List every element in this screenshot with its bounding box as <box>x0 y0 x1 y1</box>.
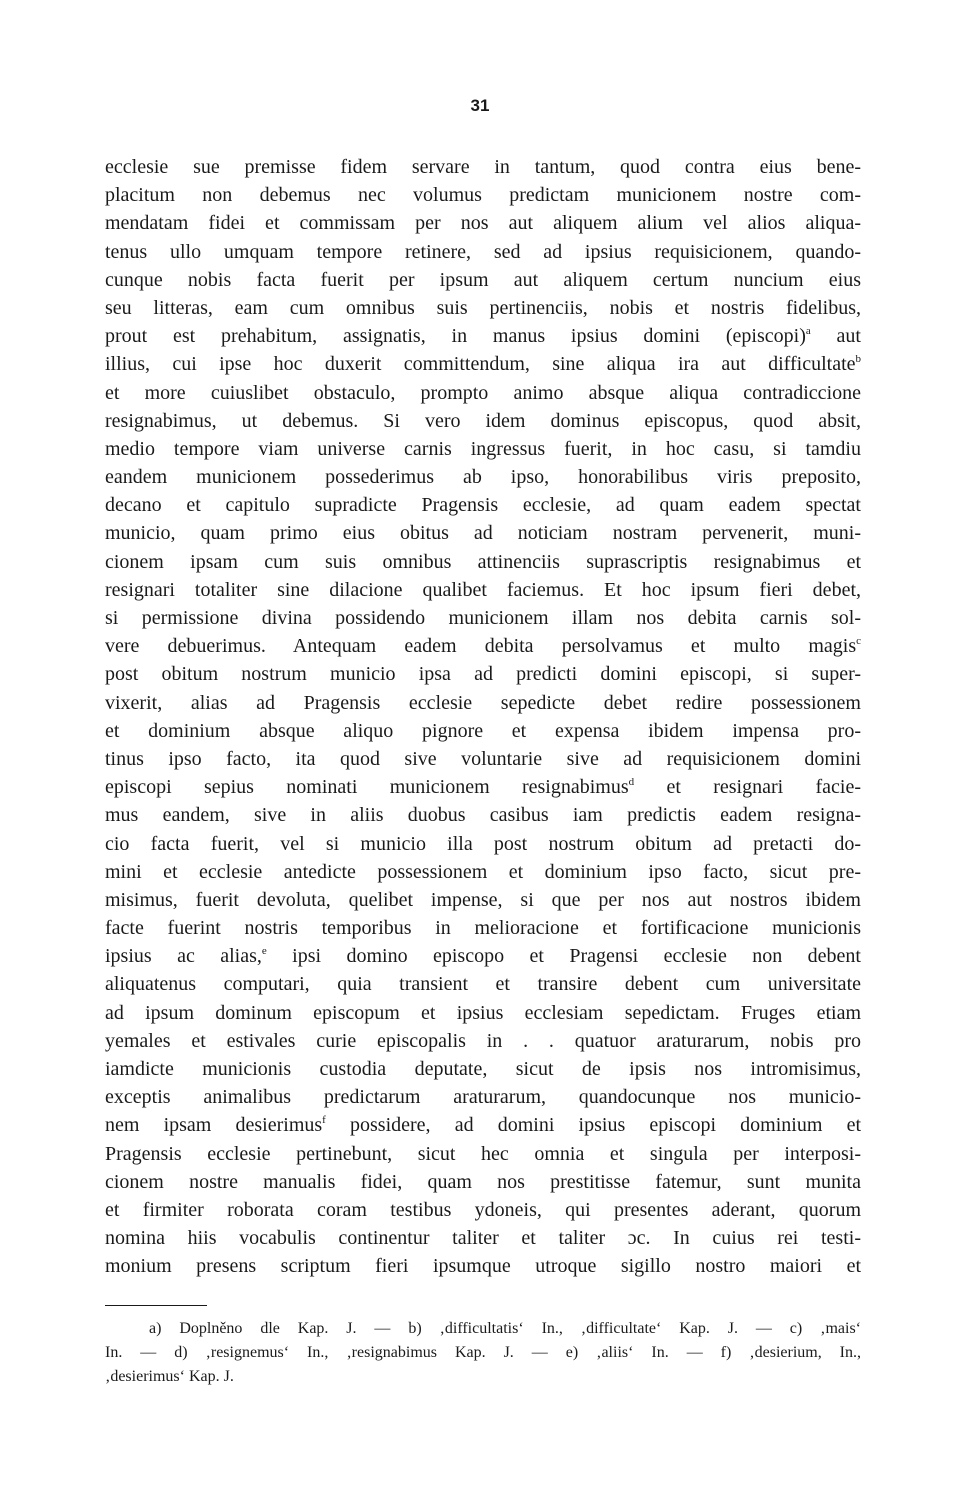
text-line-content: nomina hiis vocabulis continentur taliter et taliter ɔc. In cuius rei testi- <box>105 1227 861 1250</box>
text-line-content: misimus, fuerit devoluta, quelibet impense, si que per nos aut nostros ibidem <box>105 888 861 911</box>
text-line-content: vixerit, alias ad Pragensis ecclesie sepedicte debet redire possessionem <box>105 691 861 714</box>
text-line <box>105 238 861 266</box>
text-line-content: mini et ecclesie antedicte possessionem et dominium ipso facto, sicut pre- <box>105 860 861 883</box>
text-line <box>105 717 861 745</box>
text-line-content: placitum non debemus nec volumus predictam municionem nostre com- <box>105 184 861 207</box>
text-line-content: Pragensis ecclesie pertinebunt, sicut hec omnia et singula per interposi- <box>105 1142 861 1165</box>
text-line-content: post obitum nostrum municio ipsa ad predicti domini episcopi, si super- <box>105 663 861 686</box>
text-line-content: municio, quam primo eius obitus ad noticiam nostram pervenerit, muni- <box>105 522 861 545</box>
text-line-content: mus eandem, sive in aliis duobus casibus iam predictis eadem resigna- <box>105 804 861 827</box>
text-line <box>105 1224 861 1252</box>
text-line <box>105 886 861 914</box>
text-line <box>105 745 861 773</box>
text-line <box>105 914 861 942</box>
text-line <box>105 1083 861 1111</box>
text-line-content: resignabimus, ut debemus. Si vero idem dominus episcopus, quod absit, <box>105 409 861 432</box>
footnotes <box>105 1317 861 1389</box>
text-line <box>105 322 861 350</box>
text-line-content: tinus ipso facto, ita quod sive voluntarie sive ad requisicionem domini <box>105 747 861 770</box>
text-line <box>105 576 861 604</box>
footnote-line: a) Doplněno dle Kap. J. — b) ‚difficultatis‘ In., ‚difficultate‘ Kap. J. — c) ‚mais‘ <box>149 1320 861 1337</box>
text-line <box>105 181 861 209</box>
text-line-content: episcopi sepius nominati municionem resignabimus <box>105 776 629 799</box>
text-line <box>105 1027 861 1055</box>
text-line <box>105 294 861 322</box>
text-line <box>105 548 861 576</box>
text-line <box>105 999 861 1027</box>
text-line-content: prout est prehabitum, assignatis, in manus ipsius domini (episcopi) <box>105 325 806 348</box>
text-line <box>105 491 861 519</box>
text-line-continuation: possidere, ad domini ipsius episcopi dominium et <box>325 1114 861 1137</box>
footnote-marker: f <box>322 1114 326 1127</box>
text-line-content: eandem municionem possederimus ab ipso, honorabilibus viris preposito, <box>105 466 861 489</box>
text-line <box>105 801 861 829</box>
text-line-content: facte fuerint nostris temporibus in melioracione et fortificacione municionis <box>105 917 861 940</box>
text-line-content: et firmiter roborata coram testibus ydoneis, qui presentes aderant, quorum <box>105 1198 861 1221</box>
footnote-marker: b <box>855 353 861 366</box>
text-line-content: monium presens scriptum fieri ipsumque utroque sigillo nostro maiori et <box>105 1255 861 1278</box>
text-line-content: mendatam fidei et commissam per nos aut aliquem alium vel alios aliqua- <box>105 212 861 235</box>
text-line-content: seu litteras, eam cum omnibus suis pertinenciis, nobis et nostris fidelibus, <box>105 296 861 319</box>
text-line-content: si permissione divina possidendo municionem illam nos debita carnis sol- <box>105 607 861 629</box>
text-line-content: yemales et estivales curie episcopalis in . . quatuor araturarum, nobis pro <box>105 1029 861 1052</box>
footnote-line: In. — d) ‚resignemus‘ In., ‚resignabimus Kap. J. — e) ‚aliis‘ In. — f) ‚desierium, In., <box>105 1344 861 1361</box>
main-text <box>105 153 861 1281</box>
page-number: 31 <box>470 96 490 115</box>
text-line-content: cio facta fuerit, vel si municio illa post nostrum obitum ad pretacti do- <box>105 832 861 855</box>
text-line-content: ipsius ac alias, <box>105 945 262 968</box>
text-line-content: decano et capitulo supradicte Pragensis ecclesie, ad quam eadem spectat <box>105 494 861 517</box>
text-line <box>105 379 861 407</box>
text-line-content: tenus ullo umquam tempore retinere, sed ad ipsius requisicionem, quando- <box>105 240 861 263</box>
text-line-content: cunque nobis facta fuerit per ipsum aut aliquem certum nuncium eius <box>105 268 861 291</box>
text-line <box>105 435 861 463</box>
footnote-line: ‚desierimus‘ Kap. J. <box>105 1368 234 1385</box>
text-line <box>105 463 861 491</box>
text-line <box>105 407 861 435</box>
footnote-marker: d <box>628 776 635 789</box>
text-line <box>105 153 861 181</box>
text-line <box>105 1140 861 1168</box>
text-line <box>105 604 861 632</box>
text-line-content: iamdicte municionis custodia deputate, sicut de ipsis nos intromisimus, <box>105 1058 861 1080</box>
text-line-content: ad ipsum dominum episcopum et ipsius ecclesiam sepedictam. Fruges etiam <box>105 1001 861 1024</box>
text-line <box>105 660 861 688</box>
footnote-marker: e <box>261 945 267 958</box>
text-line <box>105 1055 861 1083</box>
text-line <box>105 1252 861 1280</box>
text-line <box>105 632 861 660</box>
text-line-content: exceptis animalibus predictarum araturarum, quandocunque nos municio- <box>105 1086 861 1109</box>
footnote-marker: c <box>856 635 861 648</box>
text-line-content: aliquatenus computari, quia transient et transire debent cum universitate <box>105 973 861 996</box>
footnote-divider <box>105 1305 207 1306</box>
text-line <box>105 209 861 237</box>
text-line <box>105 1196 861 1224</box>
text-line <box>105 1168 861 1196</box>
text-line <box>105 266 861 294</box>
text-line-content: illius, cui ipse hoc duxerit committendum, sine aliqua ira aut difficultate <box>105 353 856 376</box>
text-line-content: vere debuerimus. Antequam eadem debita persolvamus et multo magis <box>105 635 857 658</box>
footnote-marker: a <box>805 325 811 338</box>
text-line-content: et dominium absque aliquo pignore et expensa ibidem impensa pro- <box>105 719 861 742</box>
text-line-content: medio tempore viam universe carnis ingressus fuerit, in hoc casu, si tamdiu <box>105 437 861 460</box>
text-line <box>105 970 861 998</box>
text-line <box>105 773 861 801</box>
text-line <box>105 942 861 970</box>
text-line-content: nem ipsam desierimus <box>105 1114 323 1137</box>
text-line-continuation: aut <box>810 325 861 348</box>
text-line <box>105 689 861 717</box>
text-line-continuation: ipsi domino episcopo et Pragensi ecclesie non debent <box>266 945 861 968</box>
text-line <box>105 1111 861 1139</box>
text-line-content: ecclesie sue premisse fidem servare in tantum, quod contra eius bene- <box>105 156 861 178</box>
text-line-continuation: et resignari facie- <box>634 776 861 799</box>
text-line <box>105 350 861 378</box>
text-line <box>105 519 861 547</box>
text-line-content: resignari totaliter sine dilacione qualibet faciemus. Et hoc ipsum fieri debet, <box>105 578 861 601</box>
text-line <box>105 858 861 886</box>
text-line-content: cionem ipsam cum suis omnibus attinenciis suprascriptis resignabimus et <box>105 550 861 573</box>
text-line <box>105 830 861 858</box>
text-line-content: et more cuiuslibet obstaculo, prompto animo absque aliqua contradiccione <box>105 381 861 404</box>
text-line-content: cionem nostre manualis fidei, quam nos prestitisse fatemur, sunt munita <box>105 1170 861 1193</box>
